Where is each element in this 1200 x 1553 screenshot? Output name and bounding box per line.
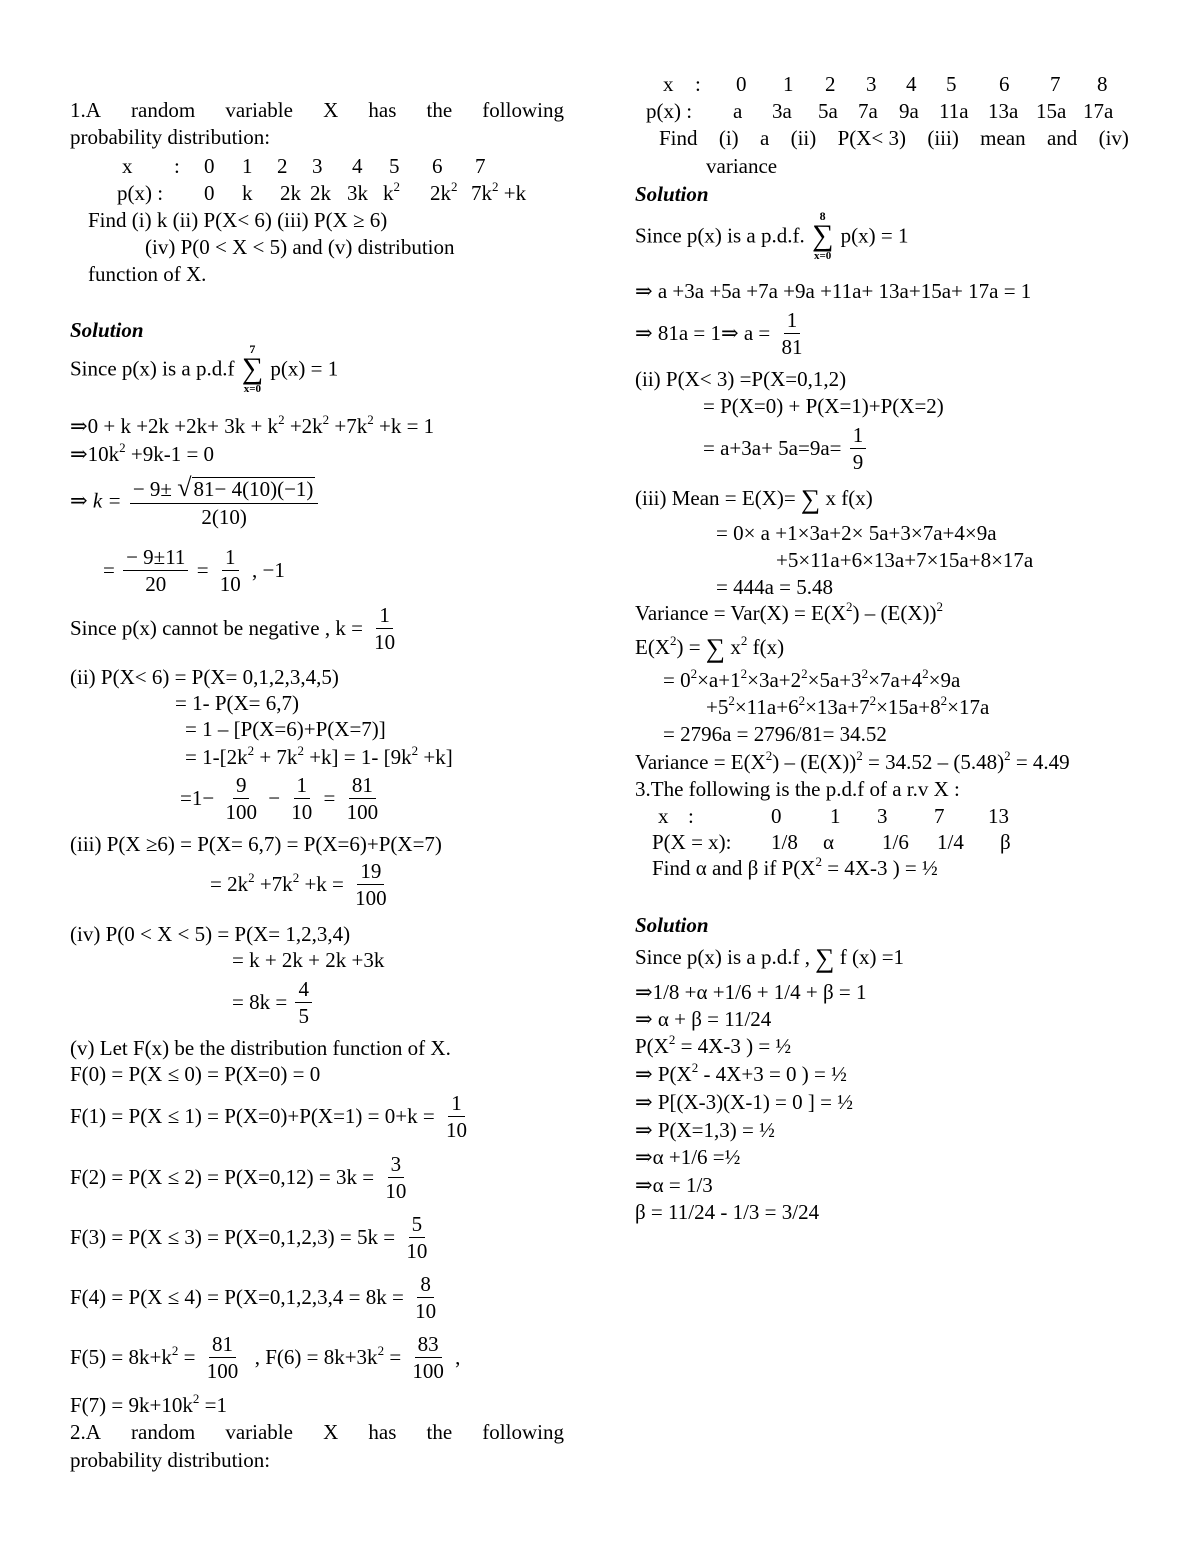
q1-find-line3: function of X. — [88, 262, 207, 286]
s2-iii-4: = 444a = 5.48 — [716, 575, 834, 599]
s1-line2: ⇒0 + $k +2k +2k+ 3k + k^2 +2k^2 +7k^2 +k = 1$ — [70, 412, 435, 438]
s1-iii-2: = $2k^2 +7k^2 +k$ = $\frac{19}{100}$ — [210, 859, 387, 911]
s2-line2: ⇒ a +3a +5a +7a +9a +11a+ 13a+15a+ 17a = 1 — [635, 279, 1032, 303]
q1-x-row: x : 0 1 2 3 4 5 6 7 — [122, 154, 486, 178]
s1-F0: F(0) = P(X ≤ 0) = P(X=0) = 0 — [70, 1062, 321, 1086]
s3-line1: Since p(x) is a p.d.f , ∑ f (x) =1 — [635, 943, 905, 973]
s1-F2: F(2) = P(X ≤ 2) = P(X=0,12) = 3k = $\frac{3}{10}$ — [70, 1152, 407, 1204]
s2-var-3: = $0^2\times a+1^2\times 3a+2^2\times 5a+3^2\times 7a+4^2\times 9a$ — [663, 666, 961, 692]
s1-iii-1: (iii) P(X ≥6) = P(X= 6,7) = P(X=6)+P(X=7) — [70, 832, 442, 856]
q1-p-row: p(x) : 0 k 2k 2k 3k $k^2$ $2k^2$ $7k^2 +k$ — [117, 179, 527, 205]
q2-find-line1: Find (i) a (ii) P(X< 3) (iii) mean and (iv) — [659, 126, 1129, 150]
s1-v-1: (v) Let F(x) be the distribution function of X. — [70, 1036, 451, 1060]
s1-iv-2: = k + 2k + 2k +3k — [232, 948, 385, 972]
s3-line10: β = 11/24 - 1/3 = 3/24 — [635, 1200, 820, 1224]
s1-F3: F(3) = P(X ≤ 3) = P(X=0,1,2,3) = 5k = $\frac{5}{10}$ — [70, 1212, 428, 1264]
q3-find: Find α and β if $P(X^2 = 4X-3$ ) = ½ — [652, 854, 938, 880]
s1-iv-1: (iv) P(0 < X < 5) = P(X= 1,2,3,4) — [70, 922, 351, 946]
s2-ii-2: = P(X=0) + P(X=1)+P(X=2) — [703, 394, 944, 418]
s1-line4: ⇒ k = $\frac{- 9\pm √81- 4(10)(-1)}{2(10)}$ — [70, 474, 321, 528]
s1-F5-F6: $F(5) = 8k+k^2$ = $\frac{81}{100}$ , $F(6) = 8k+3k^2$ = $\frac{83}{100}$ , — [70, 1332, 461, 1384]
s1-line3: $\Rightarrow 10k^2 +9k-1 = 0$ — [70, 440, 215, 466]
q1-find-line2: (iv) P(0 < X < 5) and (v) distribution — [145, 235, 455, 259]
s3-line2: ⇒1/8 +α +1/6 + 1/4 + β = 1 — [635, 980, 867, 1004]
s1-ii-5: =1− $\frac{9}{100}$ − $\frac{1}{10}$ = $\frac{81}{100}$ — [180, 773, 379, 825]
s3-line7: ⇒ P(X=1,3) = ½ — [635, 1118, 775, 1142]
q2-x-row: x : 0 1 2 3 4 5 6 7 8 — [663, 72, 1108, 96]
q1-heading-line1: 1.A random variable X has the following — [70, 98, 564, 122]
s1-ii-3: = 1 – [P(X=6)+P(X=7)] — [185, 717, 386, 741]
s1-ii-2: = 1- P(X= 6,7) — [175, 691, 300, 715]
quadratic-fraction: $\frac{- 9\pm √81- 4(10)(-1)}{2(10)}$ — [130, 474, 319, 528]
s1-line1: Since p(x) is a p.d.f 7 ∑ x=0 p(x) = 1 — [70, 342, 339, 395]
s2-ii-1: (ii) P(X< 3) =P(X=0,1,2) — [635, 367, 847, 391]
s1-ii-1: (ii) P(X< 6) = P(X= 0,1,2,3,4,5) — [70, 665, 339, 689]
s2-iii-1: (iii) Mean = E(X)= ∑ x f(x) — [635, 484, 873, 514]
q2-heading-line1: 2.A random variable X has the following — [70, 1420, 564, 1444]
q1-heading-line2: probability distribution: — [70, 125, 271, 149]
q3-p-row: P(X = x): 1/8 α 1/6 1/4 β — [652, 830, 1011, 854]
summation-symbol: 8 ∑ x=0 — [811, 209, 834, 262]
s2-iii-3: +5×11a+6×13a+7×15a+8×17a — [776, 548, 1034, 572]
s1-iv-3: = 8k = $\frac{4}{5}$ — [232, 978, 315, 1027]
s3-line6: ⇒ P[(X-3)(X-1) = 0 ] = ½ — [635, 1090, 853, 1114]
solution-heading-3: Solution — [635, 913, 709, 937]
s3-line8: ⇒α +1/6 =½ — [635, 1145, 741, 1169]
q2-heading-line2: probability distribution: — [70, 1448, 271, 1472]
s2-iii-2: = 0× a +1×3a+2× 5a+3×7a+4×9a — [716, 521, 997, 545]
s2-line3: ⇒ 81a = 1⇒ a = $\frac{1}{81}$ — [635, 308, 803, 360]
solution-heading-2: Solution — [635, 182, 709, 206]
q3-x-row: x : 0 1 3 7 13 — [658, 804, 1009, 828]
s2-ii-3: = a+3a+ 5a=9a= $\frac{1}{9}$ — [703, 424, 869, 473]
s1-ii-4: = $1-[2k^2 + 7k^2 +k] = 1-$ $[9k^2 +k]$ — [185, 743, 453, 769]
q2-find-line2: variance — [706, 154, 778, 178]
s3-line3: ⇒ α + β = 11/24 — [635, 1007, 772, 1031]
q1-find-line1: Find (i) k (ii) P(X< 6) (iii) P(X ≥ 6) — [88, 208, 388, 232]
s1-line6: Since p(x) cannot be negative , k = $\frac{1}{10}$ — [70, 603, 396, 655]
s1-F1: F(1) = P(X ≤ 1) = P(X=0)+P(X=1) = 0+k = $\frac{1}{10}$ — [70, 1091, 467, 1143]
s1-F4: F(4) = P(X ≤ 4) = P(X=0,1,2,3,4 = 8k = $\frac{8}{10}$ — [70, 1272, 437, 1324]
s3-line4: $P(X^2 = 4X-3$ ) = ½ — [635, 1032, 792, 1058]
s2-var-1: Variance = $Var(X) = E(X^2) - (E(X))^2$ — [635, 599, 944, 625]
solution-heading-1: Solution — [70, 318, 144, 342]
s2-line1: Since p(x) is a p.d.f. 8 ∑ x=0 p(x) = 1 — [635, 209, 909, 262]
s2-var-5: = 2796a = 2796/81= 34.52 — [663, 722, 887, 746]
s2-var-4: $+5^2\times 11a+6^2\times 13a+7^2\times 15a+8^2\times 17a$ — [706, 693, 990, 719]
q3-heading: 3.The following is the p.d.f of a r.v X : — [635, 777, 960, 801]
q2-p-row: p(x) : a 3a 5a 7a 9a 11a 13a 15a 17a — [646, 99, 1114, 123]
summation-symbol: 7 ∑ x=0 — [241, 342, 264, 395]
s2-var-2: $E(X^2)$ = ∑ $x^2$ f(x) — [635, 633, 785, 663]
s2-var-6: Variance = $E(X^2) - (E(X))^2 = 34.52 - (5.48)^2 = 4.49$ — [635, 748, 1070, 774]
s3-line9: ⇒α = 1/3 — [635, 1173, 713, 1197]
s1-F7: $F(7) = 9k+10k^2 =1$ — [70, 1391, 227, 1417]
s1-line5: = $\frac{- 9\pm 11}{20}$ = $\frac{1}{10}$ , −1 — [103, 545, 285, 597]
s3-line5: ⇒ $P(X^2 - 4X+3 = 0$ ) = ½ — [635, 1060, 847, 1086]
